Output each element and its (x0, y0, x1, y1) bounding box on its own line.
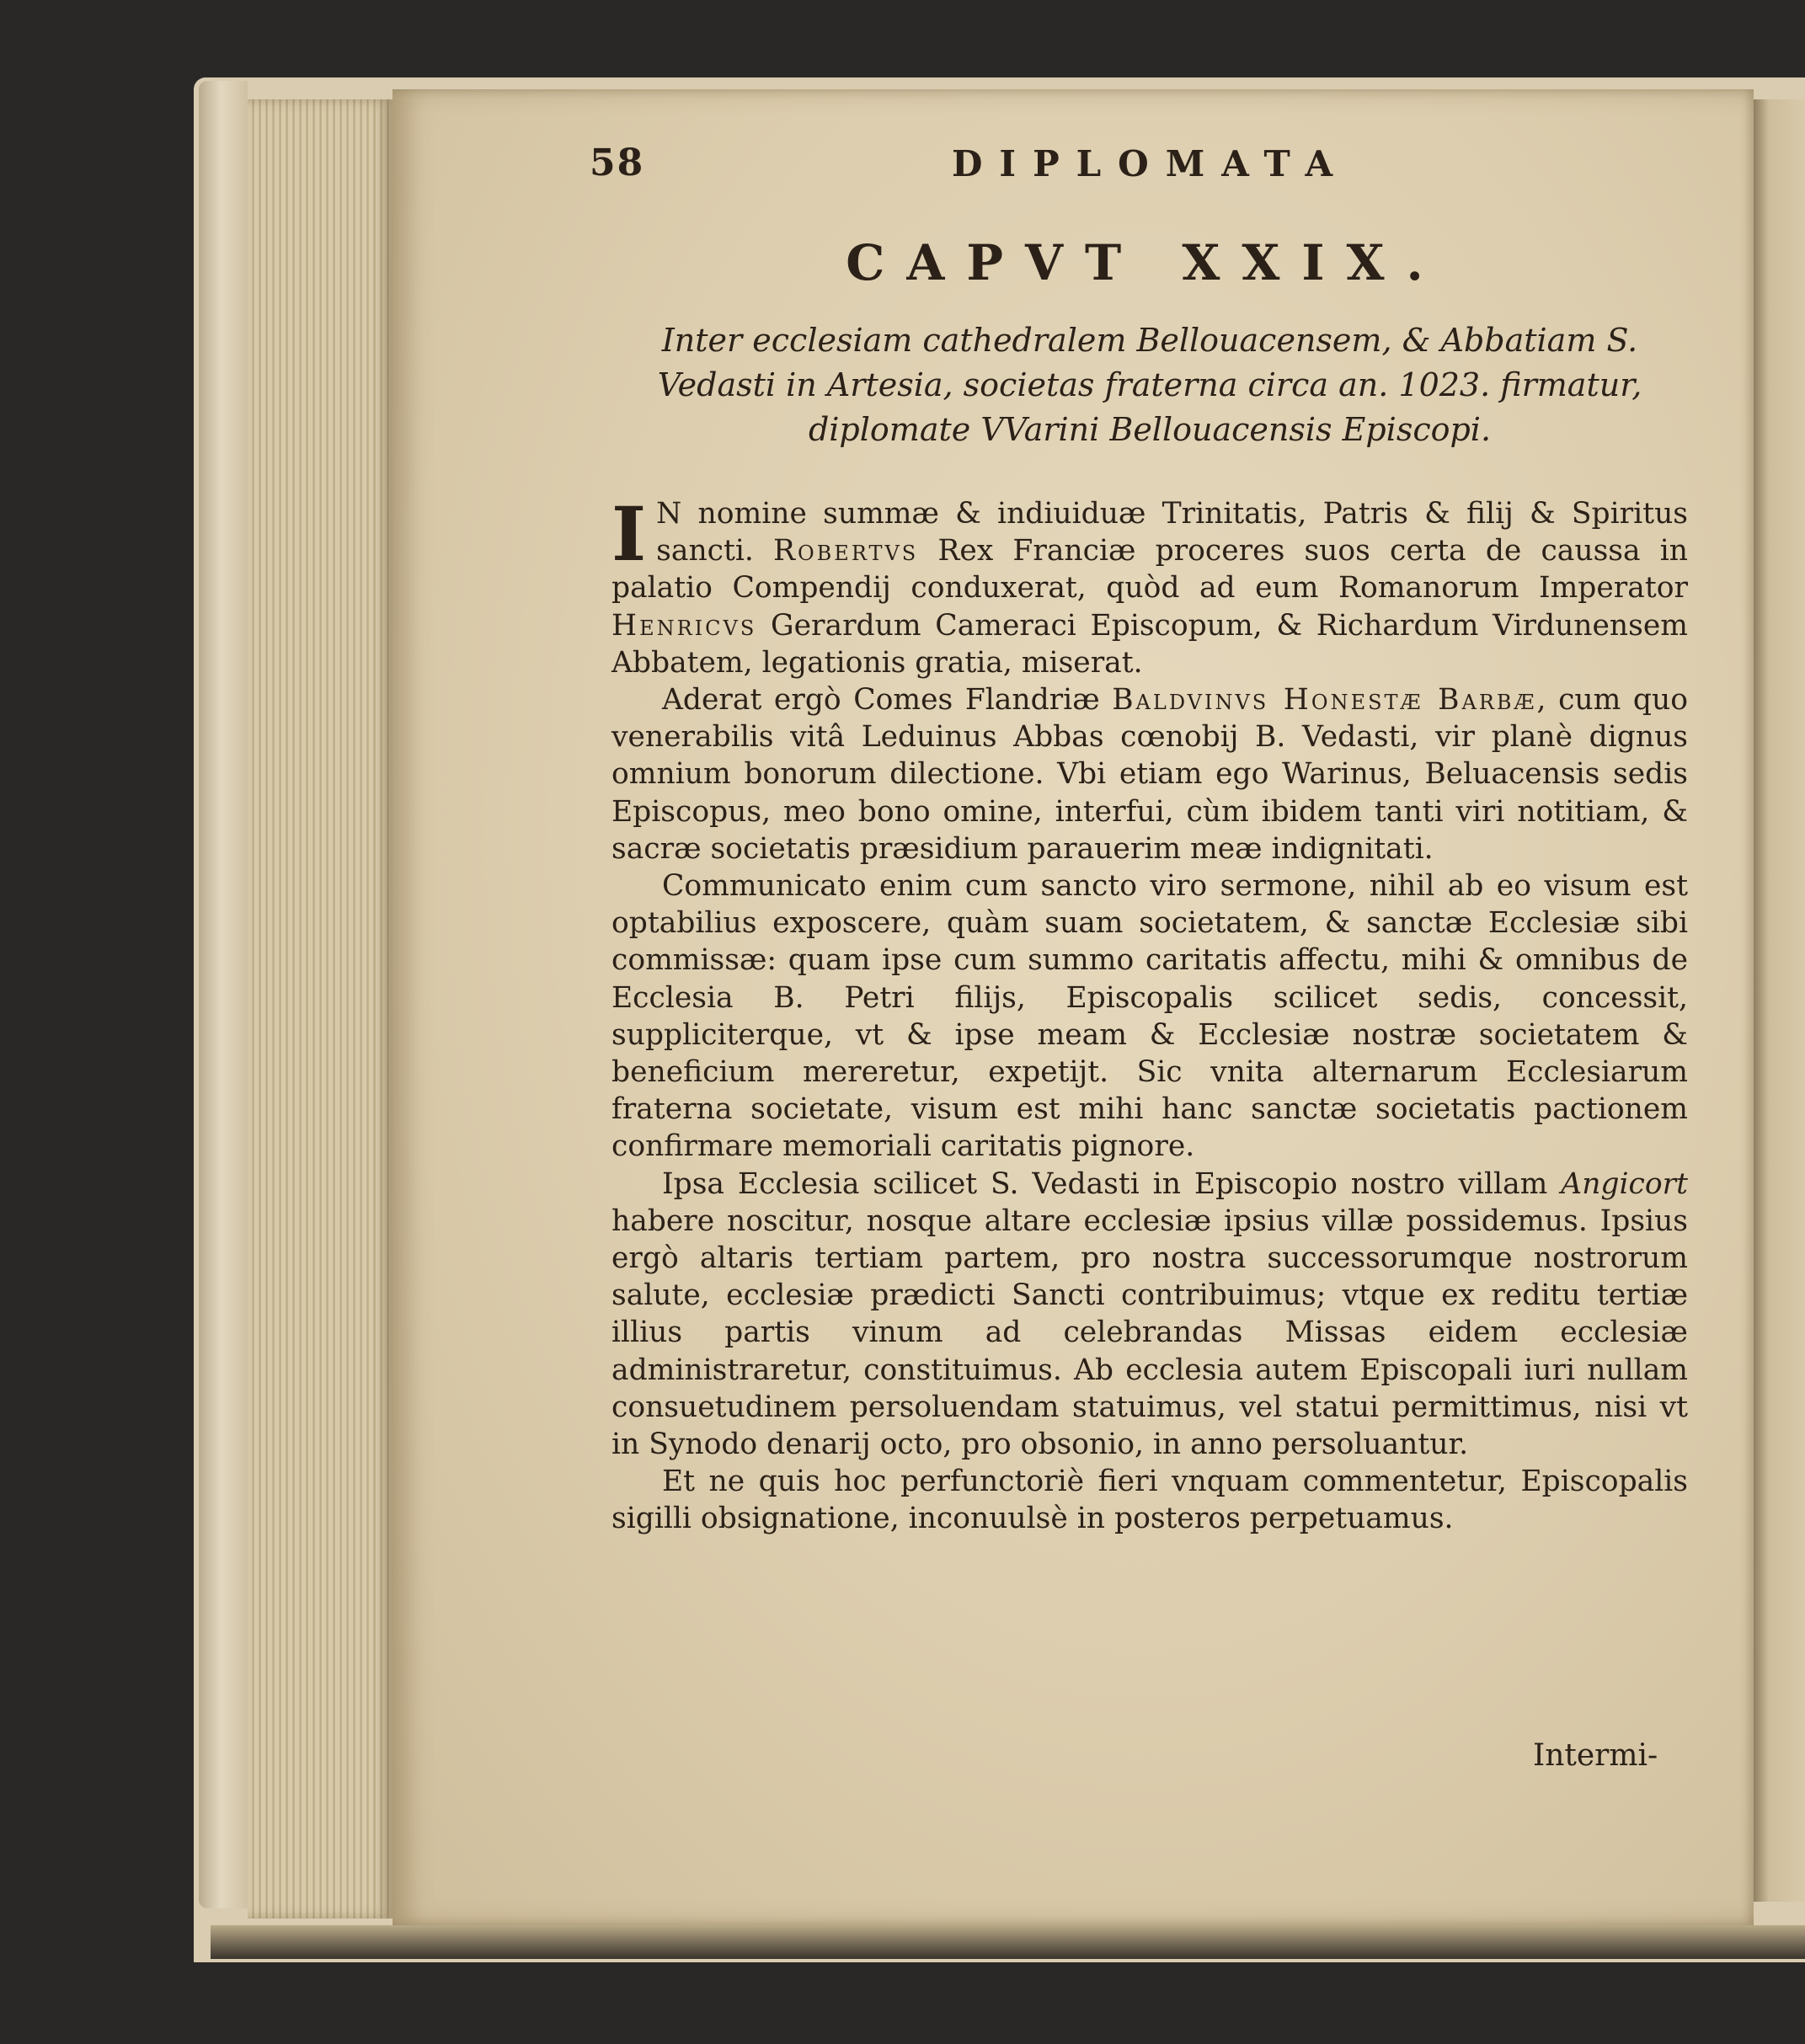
name-henricus: Henricvs (611, 608, 757, 643)
facing-page-edge (1754, 99, 1805, 1902)
paragraph-1 (611, 490, 1688, 681)
cover-edge (199, 81, 248, 1908)
body-text (611, 490, 1688, 1538)
paragraph-2-text-a: Aderat ergò Comes Flandriæ (662, 683, 1113, 718)
place-angicort: Angicort (1561, 1166, 1688, 1201)
paragraph-2-text-b: , cum quo venerabilis vitâ Leduinus Abbas cœnobij B. Vedasti, vir planè dignus omnium bonorum dilectione. Vbi etiam ego Warinus, Beluacensis sedis Episcopus, meo bono omine, interfui, cùm ibidem tanti viri notitiam, & sacræ societatis præsidium parauerim meæ indignitati. (611, 683, 1688, 866)
name-robertus: Robertvs (773, 534, 919, 568)
paragraph-2 (611, 681, 1688, 867)
paragraph-4-text-b: habere noscitur, nosque altare ecclesiæ ipsius villæ possidemus. Ipsius ergò altaris tertiam partem, pro nostra successorumque nostrorum salute, ecclesiæ prædicti Sancti contribuimus; vtque ex reditu tertiæ illius partis vinum ad celebrandas Missas eidem ecclesiæ administraretur, constituimus. Ab ecclesia autem Episcopali iuri nullam consuetudinem persoluendam statuimus, vel statui permittimus, nisi vt in Synodo denarij octo, pro obsonio, in anno persoluantur. (611, 1203, 1688, 1462)
paragraph-4-text-a: Ipsa Ecclesia scilicet S. Vedasti in Episcopio nostro villam (662, 1166, 1562, 1201)
book-bottom-edge (211, 1925, 1805, 1959)
paragraph-1-text-b: Rex Franciæ proceres suos certa de caussa in palatio Compendij conduxerat, quòd ad eum Romanorum Imperator (611, 534, 1688, 606)
page-number: 58 (590, 141, 645, 184)
running-title: DIPLOMATA (952, 143, 1350, 184)
paragraph-5: Et ne quis hoc perfunctoriè fieri vnquam commentetur, Episcopalis sigilli obsignatione, inconuulsè in posteros perpetuamus. (611, 1465, 1688, 1536)
drop-cap: I (611, 490, 647, 578)
paragraph-1-text-a: N nomine summæ & indiuiduæ Trinitatis, Patris & filij & Spiritus sancti. (656, 497, 1688, 568)
paragraph-1-text-c: Gerardum Cameraci Episcopum, & Richardum Virdunensem Abbatem, legationis gratia, miserat. (611, 608, 1688, 680)
name-balduinus: Baldvinvs Honestæ Barbæ (1112, 683, 1537, 718)
paragraph-4 (611, 1166, 1688, 1464)
catchword: Intermi- (1533, 1738, 1658, 1773)
chapter-title: CAPVT XXIX. (846, 234, 1445, 291)
page-edges (248, 99, 393, 1919)
paragraph-3: Communicato enim cum sancto viro sermone, nihil ab eo visum est optabilius exposcere, quàm suam societatem, & sanctæ Ecclesiæ sibi commissæ: quam ipse cum summo caritatis affectu, mihi & omnibus de Ecclesia B. Petri filijs, Episcopalis scilicet sedis, concessit, suppliciterque, vt & ipse meam & Ecclesiæ nostræ societatem & beneficium mereretur, expetijt. Sic vnita alternarum Ecclesiarum fraterna societate, visum est mihi hanc sanctæ societatis pactionem confirmare memoriali caritatis pignore. (611, 869, 1688, 1164)
chapter-summary: Inter ecclesiam cathedralem Bellouacensem, & Abbatiam S. Vedasti in Artesia, societas fraterna circa an. 1023. firmatur, diplomate VVarini Bellouacensis Episcopi. (657, 322, 1642, 448)
page-header (590, 141, 1685, 192)
